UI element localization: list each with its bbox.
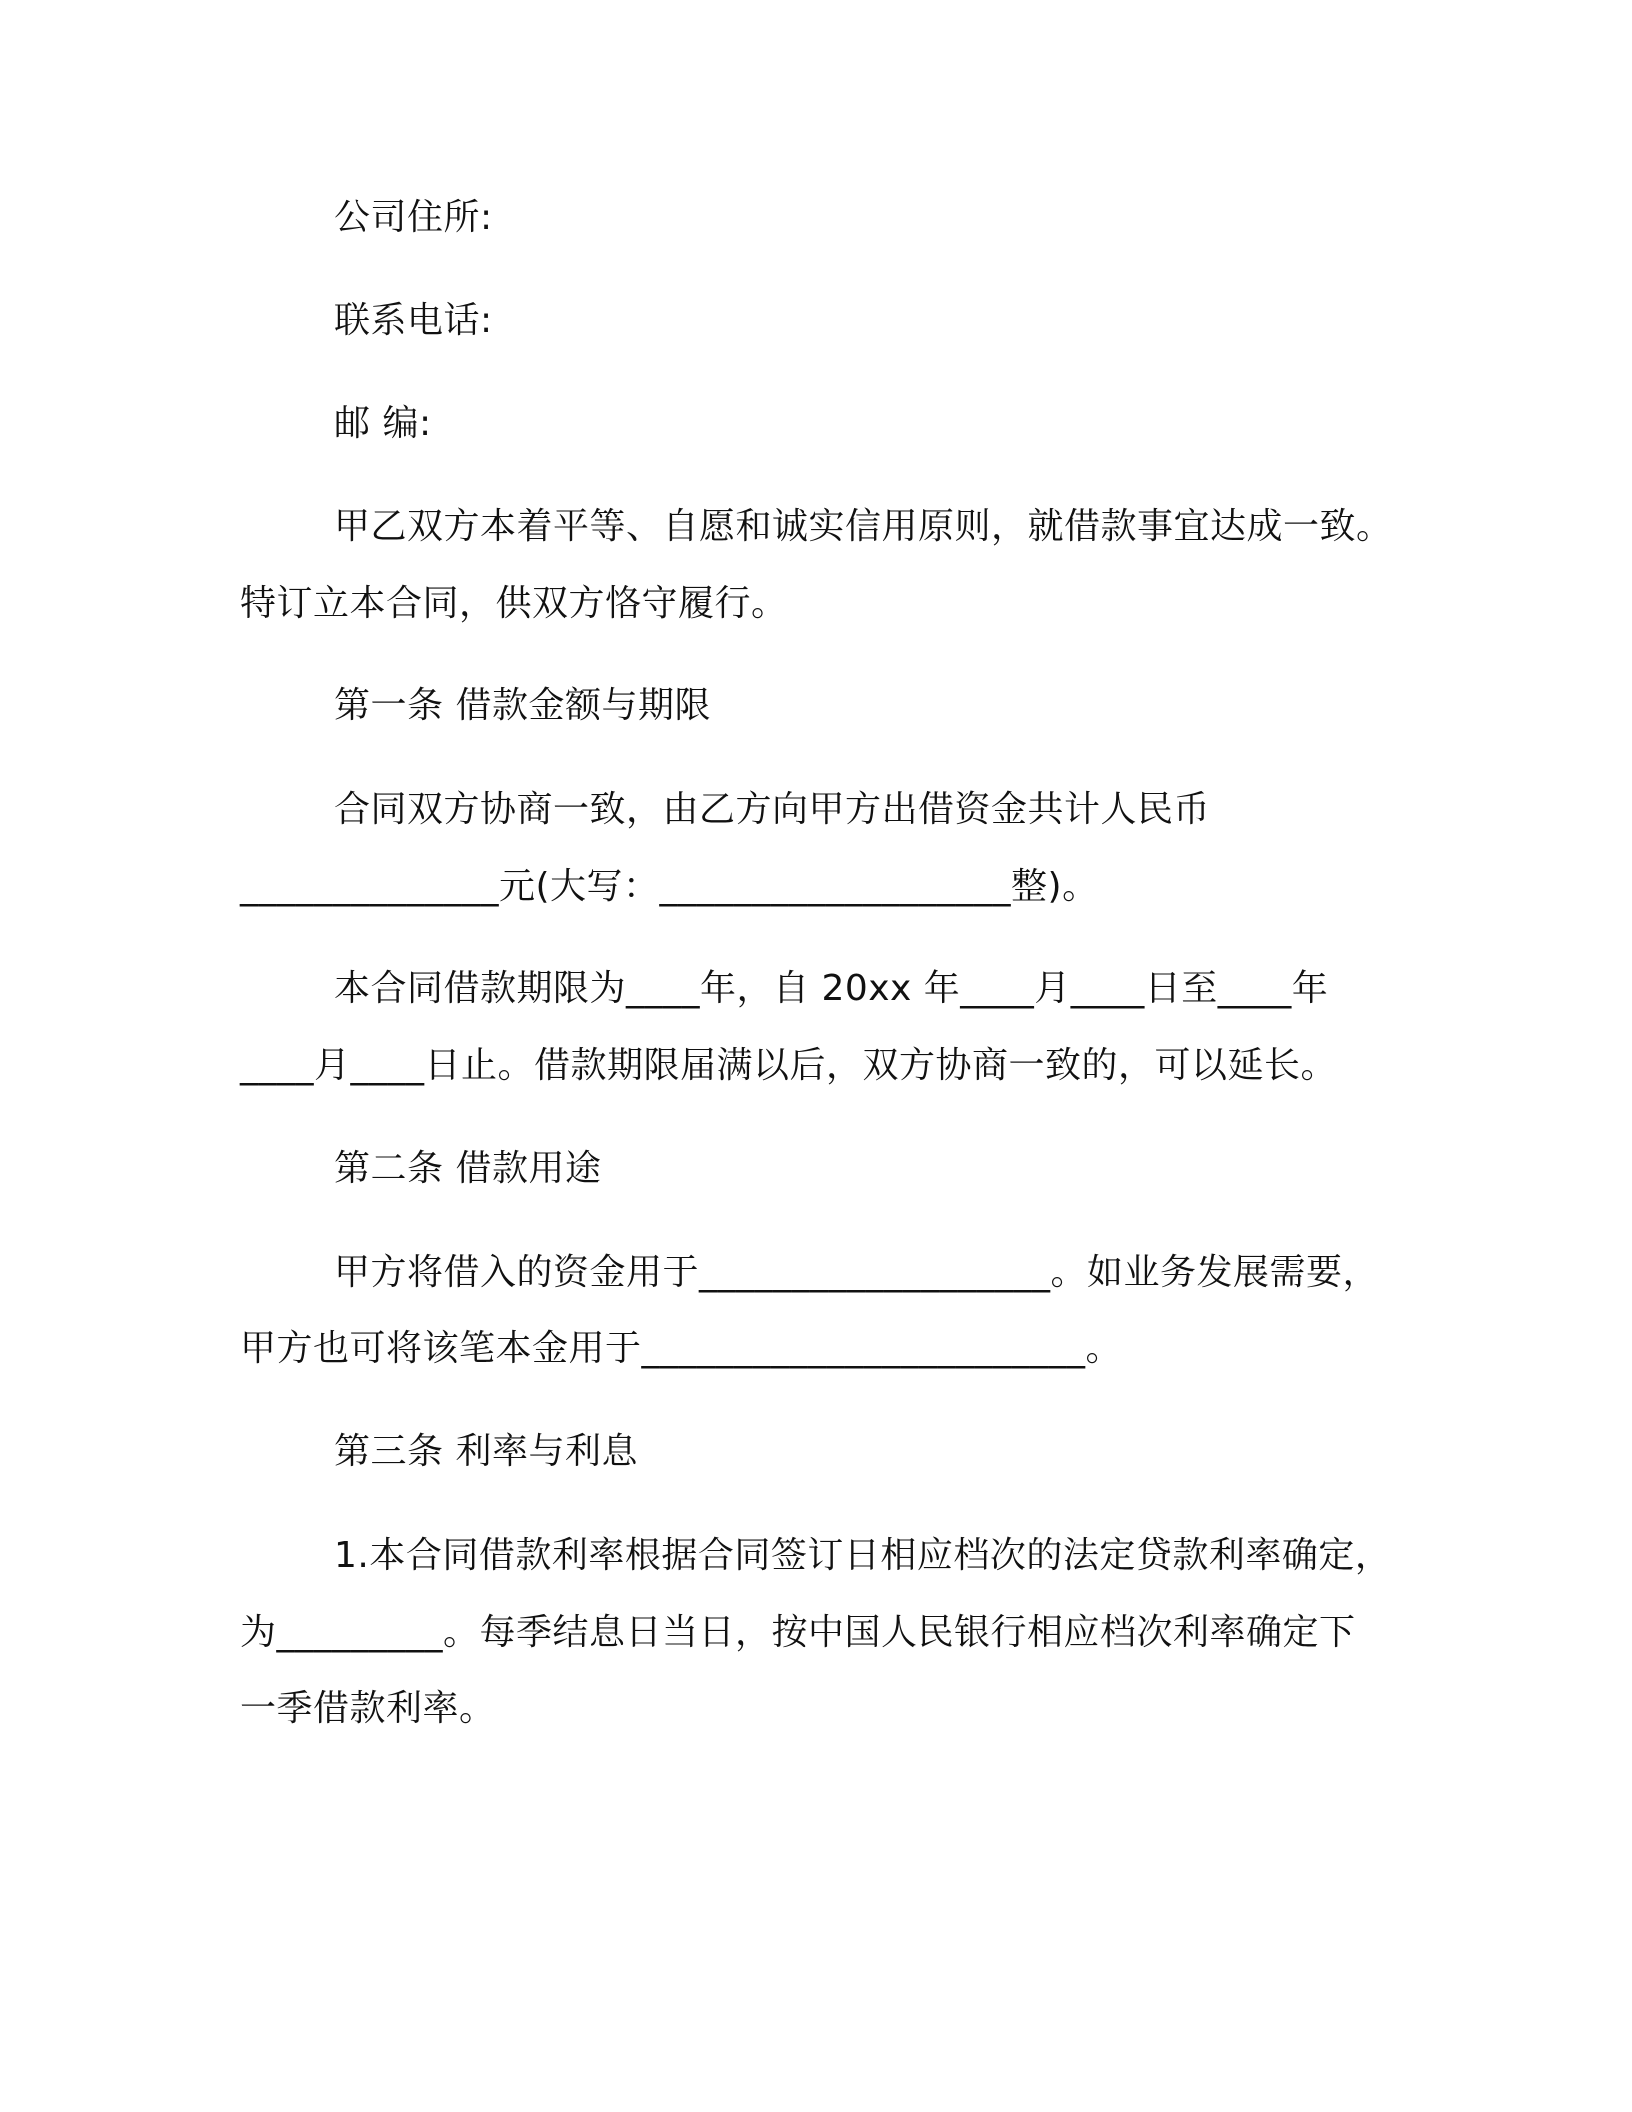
- article-3-line-1: 1.本合同借款利率根据合同签订日相应档次的法定贷款利率确定，: [334, 1535, 1392, 1576]
- contact-phone-label: 联系电话:: [334, 300, 493, 341]
- article-3-line-2: 为_________。每季结息日当日，按中国人民银行相应档次利率确定下: [240, 1612, 1356, 1653]
- article-1-paragraph-2-line-2: ____月____日止。借款期限届满以后，双方协商一致的，可以延长。: [240, 1045, 1338, 1086]
- company-address-label: 公司住所:: [334, 197, 493, 238]
- article-2-line-1: 甲方将借入的资金用于___________________。如业务发展需要，: [334, 1252, 1380, 1293]
- article-1-title: 第一条 借款金额与期限: [334, 685, 711, 726]
- intro-paragraph-line-2: 特订立本合同，供双方恪守履行。: [240, 583, 788, 624]
- article-1-paragraph-1-line-2: ______________元(大写：___________________整)。: [240, 866, 1099, 907]
- article-3-title: 第三条 利率与利息: [334, 1431, 638, 1472]
- article-2-title: 第二条 借款用途: [334, 1148, 602, 1189]
- article-3-line-3: 一季借款利率。: [240, 1688, 496, 1729]
- postcode-label: 邮 编:: [334, 403, 432, 444]
- intro-paragraph-line-1: 甲乙双方本着平等、自愿和诚实信用原则，就借款事宜达成一致。: [334, 506, 1393, 547]
- article-2-line-2: 甲方也可将该笔本金用于________________________。: [240, 1328, 1123, 1369]
- article-1-paragraph-1-line-1: 合同双方协商一致，由乙方向甲方出借资金共计人民币: [334, 789, 1211, 830]
- article-1-paragraph-2-line-1: 本合同借款期限为____年，自 20xx 年____月____日至____年: [334, 968, 1329, 1009]
